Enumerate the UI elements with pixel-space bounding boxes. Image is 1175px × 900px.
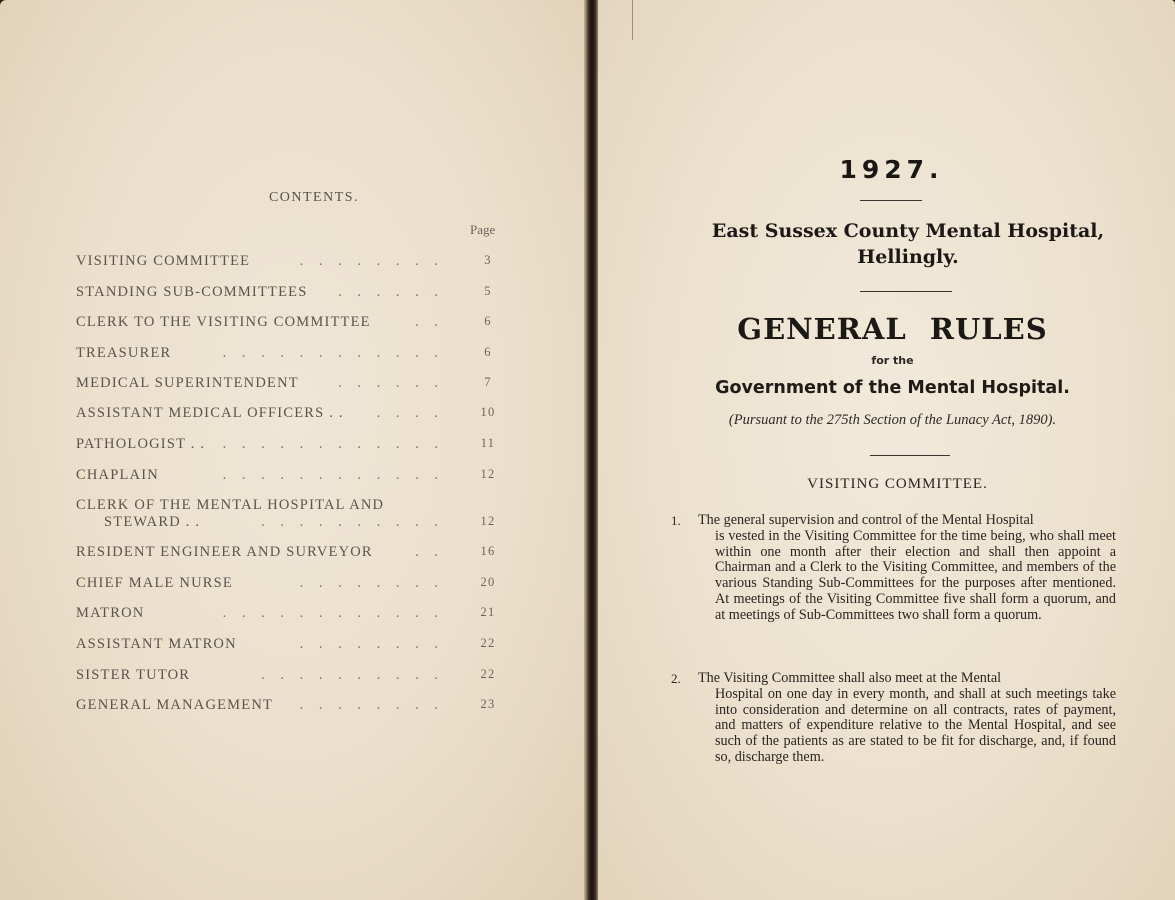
toc-entry-title: CHAPLAIN xyxy=(76,467,159,483)
toc-entry-page: 20 xyxy=(480,575,496,589)
toc-entry-page: 10 xyxy=(480,405,496,419)
visiting-committee-heading: VISITING COMMITTEE. xyxy=(807,476,988,492)
toc-entry-title: PATHOLOGIST . . xyxy=(76,436,206,452)
toc-leader-dots: . . . . . . . . xyxy=(299,636,444,652)
toc-entry-page: 22 xyxy=(480,636,496,650)
toc-entry-page: 23 xyxy=(480,697,496,711)
year-heading: 1927. xyxy=(839,155,944,184)
toc-entry-title: STANDING SUB-COMMITTEES xyxy=(76,284,308,300)
clause-first-line: The Visiting Committee shall also meet at the Mental xyxy=(698,670,1002,686)
toc-entry-page: 12 xyxy=(480,514,496,528)
toc-entry-page: 11 xyxy=(480,436,496,450)
toc-leader-dots: . . . . . . . . . . xyxy=(261,514,444,530)
toc-entry-title: VISITING COMMITTEE xyxy=(76,253,251,269)
toc-entry-title: ASSISTANT MATRON xyxy=(76,636,237,652)
toc-entry-page: 16 xyxy=(480,544,496,558)
divider-rule xyxy=(870,455,950,456)
toc-entry-title: CLERK TO THE VISITING COMMITTEE xyxy=(76,314,371,330)
hospital-name-line1: East Sussex County Mental Hospital, xyxy=(711,220,1105,242)
toc-entry-title-line2: STEWARD . . xyxy=(104,514,201,530)
clause-body: is vested in the Visiting Committee for the time being, who shall meet within one month after their election and shall then appoint a Chairman and a Clerk to the Visiting Committee, and members of the various Standing Sub-Committees for the purposes after mentioned. At meetings of the Visiting Committee five shall form a quorum, and at meetings of Sub-Committees two shall form a quorum. xyxy=(715,527,1116,623)
toc-leader-dots: . . . . . . xyxy=(338,375,444,391)
rule-clause-1 xyxy=(671,512,1116,624)
toc-entry-page: 6 xyxy=(484,345,492,359)
toc-leader-dots: . . xyxy=(415,544,444,560)
hospital-name-line2: Hellingly. xyxy=(857,246,959,268)
toc-leader-dots: . . . . . . . . . . . . xyxy=(222,345,444,361)
toc-entry-title: GENERAL MANAGEMENT xyxy=(76,697,274,713)
toc-leader-dots: . . . . xyxy=(376,405,444,421)
hospital-name xyxy=(693,218,1123,270)
divider-rule xyxy=(860,291,952,292)
toc-entry-page: 12 xyxy=(480,467,496,481)
general-rules-heading: GENERAL RULES xyxy=(737,312,1048,346)
clause-first-line: The general supervision and control of the Mental Hospital xyxy=(698,512,1034,528)
right-page-rules xyxy=(598,0,1175,900)
toc-entry-title-line1: CLERK OF THE MENTAL HOSPITAL AND xyxy=(76,497,385,513)
toc-leader-dots: . . . . . . . . xyxy=(299,697,444,713)
toc-leader-dots: . . . . . . . . . . . . xyxy=(222,436,444,452)
toc-entry-page: 22 xyxy=(480,667,496,681)
toc-leader-dots: . . xyxy=(415,314,444,330)
rule-clause-2 xyxy=(671,670,1116,766)
for-the-line: for the xyxy=(871,354,914,367)
government-line: Government of the Mental Hospital. xyxy=(715,378,1070,398)
toc-entry-title: ASSISTANT MEDICAL OFFICERS . . xyxy=(76,405,344,421)
toc-entry-page: 21 xyxy=(480,605,496,619)
clause-body: Hospital on one day in every month, and shall at such meetings take into consideration and determine on all contracts, rates of payment, and matters of expenditure relative to the Mental Hospital, and see such of the patients as are stated to be fit for discharge, and, if found so, discharge them. xyxy=(715,685,1116,765)
toc-leader-dots: . . . . . . . . . . . . xyxy=(222,605,444,621)
clause-number: 1. xyxy=(671,513,681,528)
clause-number: 2. xyxy=(671,671,681,686)
toc-leader-dots: . . . . . . . . . . xyxy=(261,667,444,683)
toc-leader-dots: . . . . . . . . xyxy=(299,575,444,591)
toc-leader-dots: . . . . . . xyxy=(338,284,444,300)
page-column-label: Page xyxy=(470,222,496,237)
toc-entry-page: 3 xyxy=(484,253,492,267)
toc-entry-title: RESIDENT ENGINEER AND SURVEYOR xyxy=(76,544,373,560)
toc-leader-dots: . . . . . . . . xyxy=(299,253,444,269)
toc-entry-page: 5 xyxy=(484,284,492,298)
toc-leader-dots: . . . . . . . . . . . . xyxy=(222,467,444,483)
toc-entry xyxy=(76,497,506,531)
toc-entry-title: MEDICAL SUPERINTENDENT xyxy=(76,375,299,391)
toc-entry-title: CHIEF MALE NURSE xyxy=(76,575,233,591)
contents-title: CONTENTS. xyxy=(268,190,360,205)
divider-rule xyxy=(860,200,922,201)
page-crease xyxy=(632,0,633,40)
toc-entry-page: 7 xyxy=(484,375,492,389)
toc-entry-page: 6 xyxy=(484,314,492,328)
pursuant-line: (Pursuant to the 275th Section of the Lunacy Act, 1890). xyxy=(728,412,1057,428)
toc-entry-title: SISTER TUTOR xyxy=(76,667,191,683)
toc-entry-title: MATRON xyxy=(76,605,145,621)
toc-entry-title: TREASURER xyxy=(76,345,172,361)
